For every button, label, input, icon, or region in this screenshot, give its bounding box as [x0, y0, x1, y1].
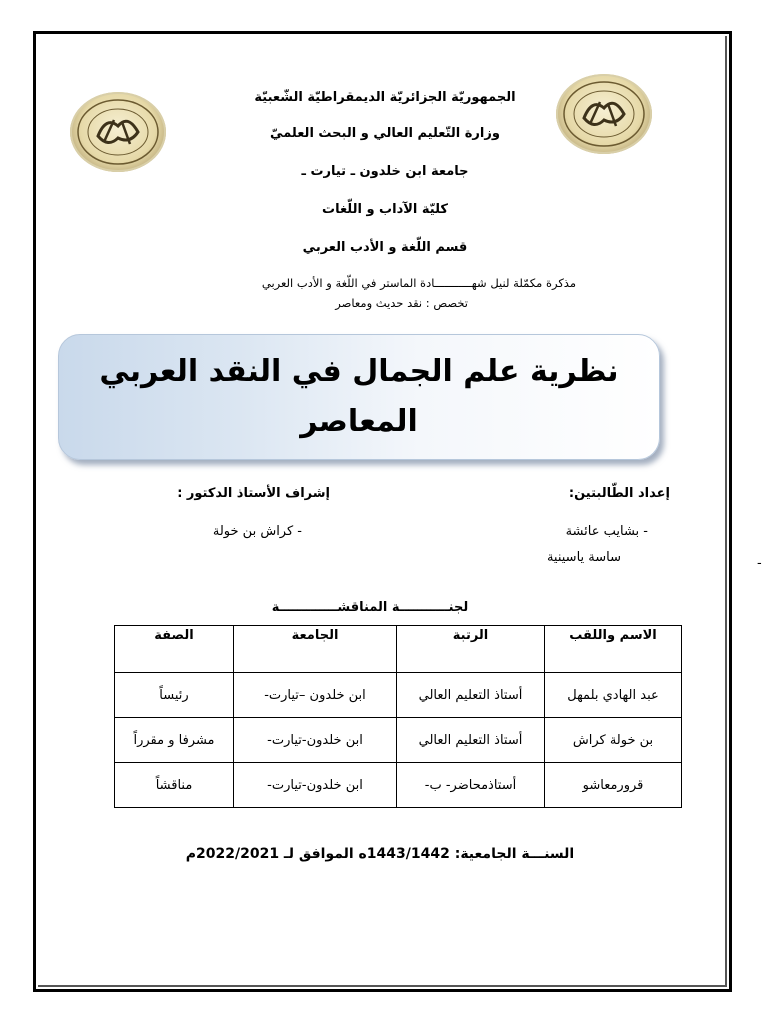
student-name-2: ساسة ياسينية	[546, 550, 621, 565]
committee-table	[114, 625, 682, 808]
supervisor-label: إشراف الأستاذ الدكتور :	[177, 486, 330, 501]
memo-specialty-line: تخصص : نقد حديث ومعاصر	[335, 296, 468, 310]
cell-role: رئيساً	[115, 673, 234, 718]
header-rank: الرتبة	[397, 626, 545, 673]
memo-degree-line: مذكرة مكمّلة لنيل شهـــــــــــادة الماستر في اللّغة و الأدب العربي	[261, 276, 576, 290]
table-row	[115, 718, 682, 763]
table-row	[115, 673, 682, 718]
stray-dash: -	[757, 556, 762, 571]
faculty-line: كليّة الآداب و اللّغات	[322, 202, 448, 217]
cell-role: مناقشاً	[115, 763, 234, 808]
academic-year: السنـــة الجامعية: 1443/1442ه الموافق لـ 2022/2021م	[185, 846, 575, 862]
cell-university: ابن خلدون –تيارت-	[234, 673, 397, 718]
header-name: الاسم واللقب	[545, 626, 682, 673]
cell-name: بن خولة كراش	[545, 718, 682, 763]
cell-rank: أستاذ التعليم العالي	[397, 673, 545, 718]
committee-title: لجنـــــــــــة المناقشـــــــــــــة	[271, 600, 469, 615]
department-line: قسم اللّغة و الأدب العربي	[302, 240, 468, 255]
thesis-title-box	[58, 334, 660, 460]
cell-university: ابن خلدون-تيارت-	[234, 763, 397, 808]
header-university: الجامعة	[234, 626, 397, 673]
cell-university: ابن خلدون-تيارت-	[234, 718, 397, 763]
student-name-1: - بشايب عائشة	[565, 524, 648, 539]
prepared-by-label: إعداد الطّالبتين:	[568, 486, 670, 501]
cell-name: عبد الهادي بلمهل	[545, 673, 682, 718]
supervisor-name: - كراش بن خولة	[212, 524, 302, 539]
header-role: الصفة	[115, 626, 234, 673]
cell-name: قرورمعاشو	[545, 763, 682, 808]
cell-rank: أستاذ التعليم العالي	[397, 718, 545, 763]
university-seal-right-icon	[556, 74, 652, 154]
university-line: جامعة ابن خلدون ـ تيارت ـ	[301, 164, 469, 179]
thesis-title: نظرية علم الجمال في النقد العربي المعاصر	[99, 354, 619, 439]
republic-line: الجمهوريّة الجزائريّة الديمقراطيّة الشّعبيّة	[254, 90, 516, 105]
table-header-row	[115, 626, 682, 673]
cell-role: مشرفا و مقرراً	[115, 718, 234, 763]
ministry-line: وزارة التّعليم العالي و البحث العلميّ	[270, 126, 500, 141]
cell-rank: أستاذمحاضر- ب-	[397, 763, 545, 808]
table-row	[115, 763, 682, 808]
